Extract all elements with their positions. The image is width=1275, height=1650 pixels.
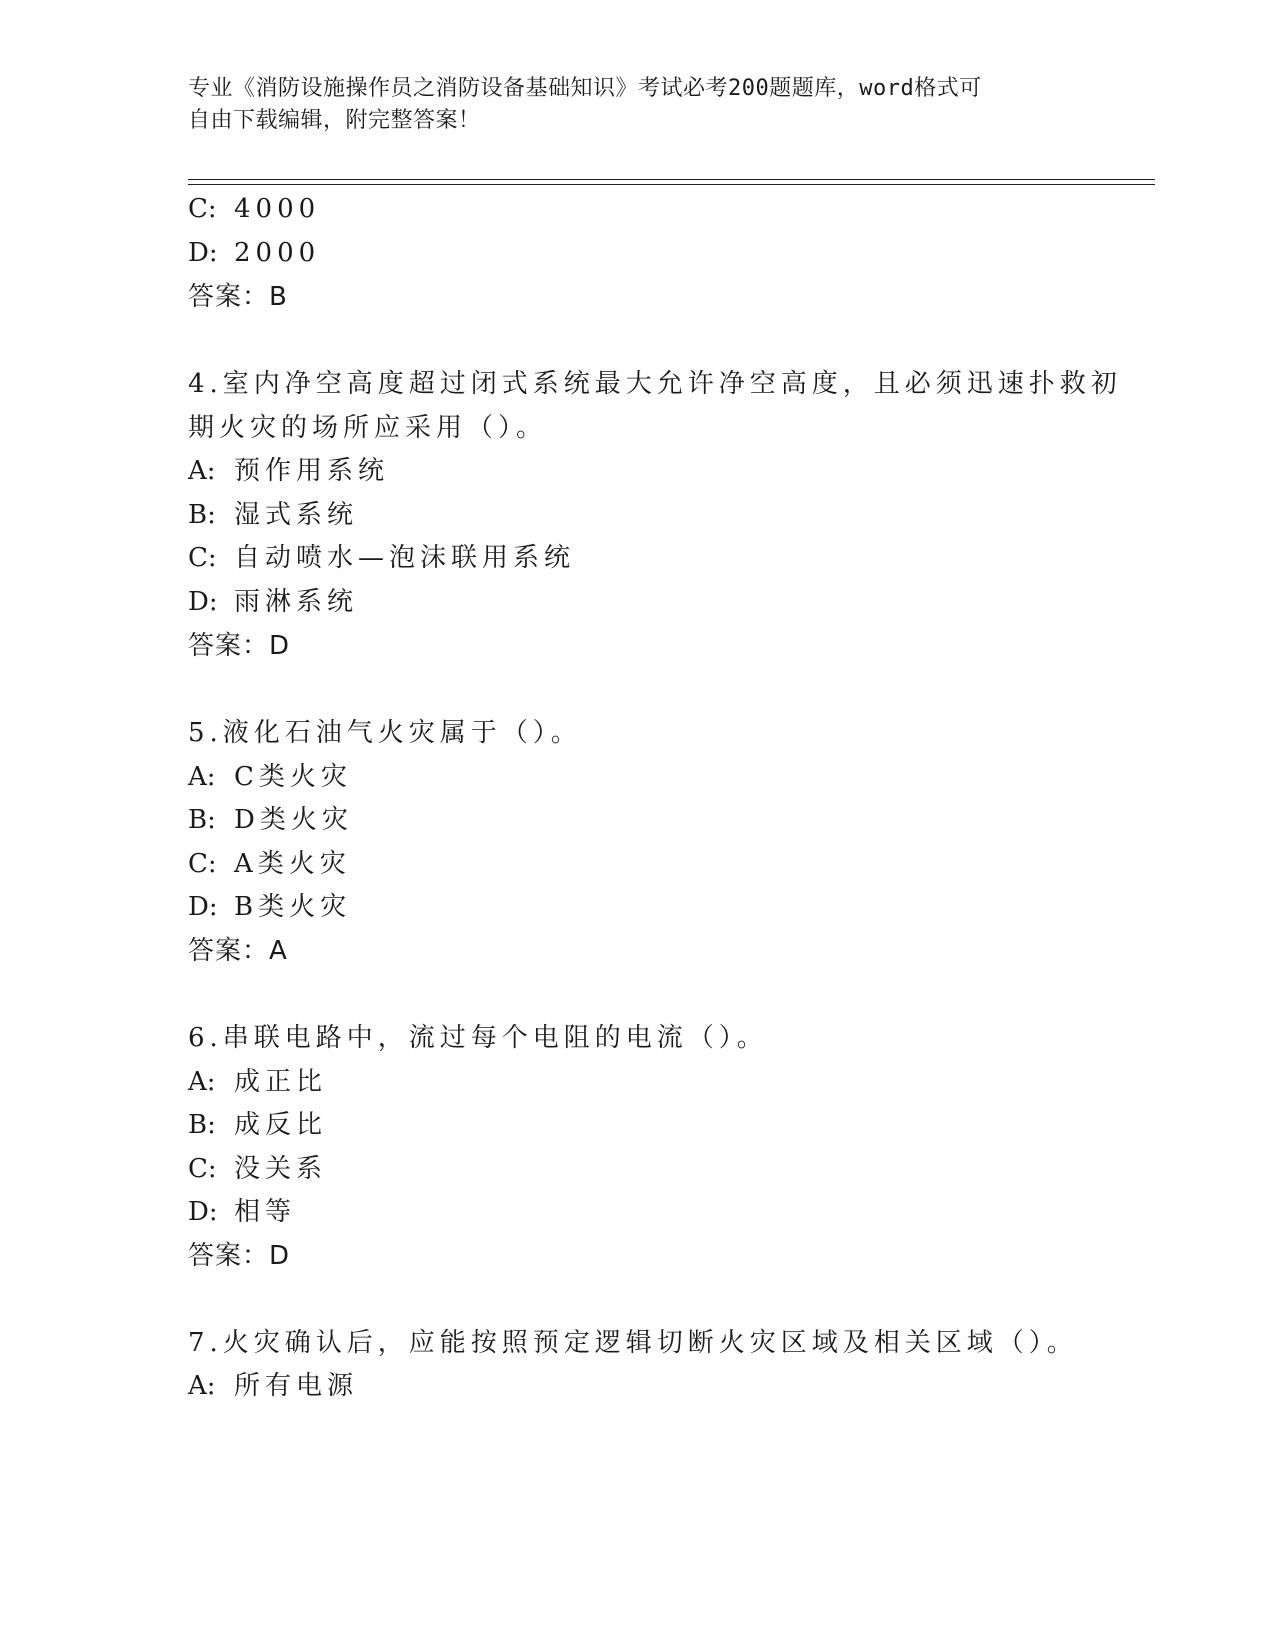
document-header — [188, 73, 1068, 137]
option-label: C: — [188, 543, 217, 573]
option-label: D: — [188, 238, 218, 268]
option-label: D: — [188, 1197, 218, 1227]
option-label: A: — [188, 456, 216, 486]
option-text: 成反比 — [234, 1110, 328, 1140]
option-text: 相等 — [234, 1197, 297, 1227]
option-text: 4000 — [234, 194, 321, 224]
option-label: D: — [188, 892, 218, 922]
option-line — [188, 193, 320, 225]
option-text: 雨淋系统 — [234, 587, 359, 617]
option-line — [188, 1109, 327, 1141]
option-text: 没关系 — [234, 1154, 328, 1184]
option-line — [188, 499, 358, 531]
option-line — [188, 891, 351, 923]
option-line — [188, 237, 320, 269]
option-line — [188, 1066, 327, 1098]
option-line — [188, 455, 389, 487]
answer-line: 答案：B — [188, 282, 288, 312]
option-line — [188, 542, 575, 574]
option-label: B: — [188, 1110, 216, 1140]
question-stem-line: 4.室内净空高度超过闭式系统最大允许净空高度，且必须迅速扑救初 — [188, 369, 1122, 399]
option-text: 2000 — [234, 238, 321, 268]
option-label: B: — [188, 805, 216, 835]
option-label: D: — [188, 587, 218, 617]
option-text: 湿式系统 — [234, 500, 359, 530]
option-label: A: — [188, 762, 216, 792]
option-text: 预作用系统 — [234, 456, 390, 486]
option-label: A: — [188, 1371, 216, 1401]
option-text: 自动喷水—泡沫联用系统 — [234, 543, 576, 573]
header-title-line-1: 专业《消防设施操作员之消防设备基础知识》考试必考200题题库，word格式可 — [188, 76, 982, 101]
header-divider-top — [188, 179, 1155, 180]
option-line — [188, 848, 351, 880]
option-label: C: — [188, 1154, 217, 1184]
option-text: 成正比 — [234, 1067, 328, 1097]
answer-line: 答案：A — [188, 936, 288, 966]
option-line — [188, 1370, 358, 1402]
option-label: C: — [188, 194, 217, 224]
option-text: B类火灾 — [234, 892, 352, 922]
option-line — [188, 1196, 296, 1228]
option-text: D类火灾 — [234, 805, 353, 835]
option-text: C类火灾 — [234, 762, 352, 792]
answer-line: 答案：D — [188, 631, 291, 661]
header-divider-bottom — [188, 184, 1155, 185]
header-title-line-2: 自由下载编辑，附完整答案！ — [188, 108, 481, 133]
option-label: A: — [188, 1067, 216, 1097]
answer-line: 答案：D — [188, 1241, 291, 1271]
option-label: B: — [188, 500, 216, 530]
option-line — [188, 1153, 327, 1185]
option-text: 所有电源 — [234, 1371, 359, 1401]
question-stem-line: 5.液化石油气火灾属于（）。 — [188, 718, 582, 748]
option-text: A类火灾 — [234, 849, 351, 879]
option-line — [188, 761, 352, 793]
question-stem-line: 期火灾的场所应采用（）。 — [188, 413, 548, 443]
option-line — [188, 586, 358, 618]
option-label: C: — [188, 849, 217, 879]
question-stem-line: 7.火灾确认后，应能按照预定逻辑切断火灾区域及相关区域（）。 — [188, 1328, 1078, 1358]
option-line — [188, 804, 353, 836]
question-stem-line: 6.串联电路中，流过每个电阻的电流（）。 — [188, 1023, 768, 1053]
